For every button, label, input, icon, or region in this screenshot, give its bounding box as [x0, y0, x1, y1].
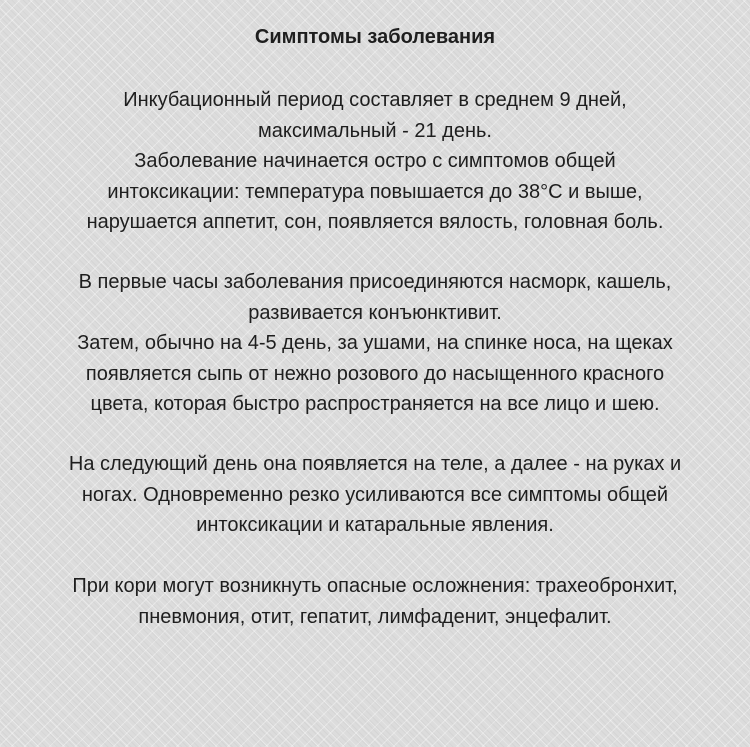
text-line: При кори могут возникнуть опасные осложнения: трахеобронхит, — [72, 575, 678, 597]
text-line: В первые часы заболевания присоединяются насморк, кашель, — [78, 271, 672, 293]
text-line: цвета, которая быстро распространяется на все лицо и шею. — [90, 393, 660, 415]
text-line: нарушается аппетит, сон, появляется вялость, головная боль. — [86, 211, 664, 233]
text-line: интоксикации: температура повышается до 38°С и выше, — [107, 180, 643, 203]
text-line: пневмония, отит, гепатит, лимфаденит, энцефалит. — [138, 605, 612, 628]
paragraph-complications — [0, 571, 750, 632]
paragraph-incubation — [0, 85, 750, 238]
page-title: Симптомы заболевания — [254, 26, 496, 48]
text-line: интоксикации и катаральные явления. — [196, 514, 554, 536]
paragraph-rash — [0, 267, 750, 420]
text-line: Затем, обычно на 4-5 день, за ушами, на спинке носа, на щеках — [77, 332, 673, 354]
paragraph-next-day — [0, 449, 750, 541]
text-line: ногах. Одновременно резко усиливаются все симптомы общей — [81, 483, 669, 506]
text-line: появляется сыпь от нежно розового до насыщенного красного — [85, 362, 665, 385]
text-line: максимальный - 21 день. — [258, 119, 492, 142]
text-line: развивается конъюнктивит. — [248, 301, 502, 324]
text-line: На следующий день она появляется на теле, а далее - на руках и — [68, 453, 682, 475]
text-line: Инкубационный период составляет в среднем 9 дней, — [123, 89, 627, 111]
text-line: Заболевание начинается остро с симптомов общей — [134, 150, 616, 172]
